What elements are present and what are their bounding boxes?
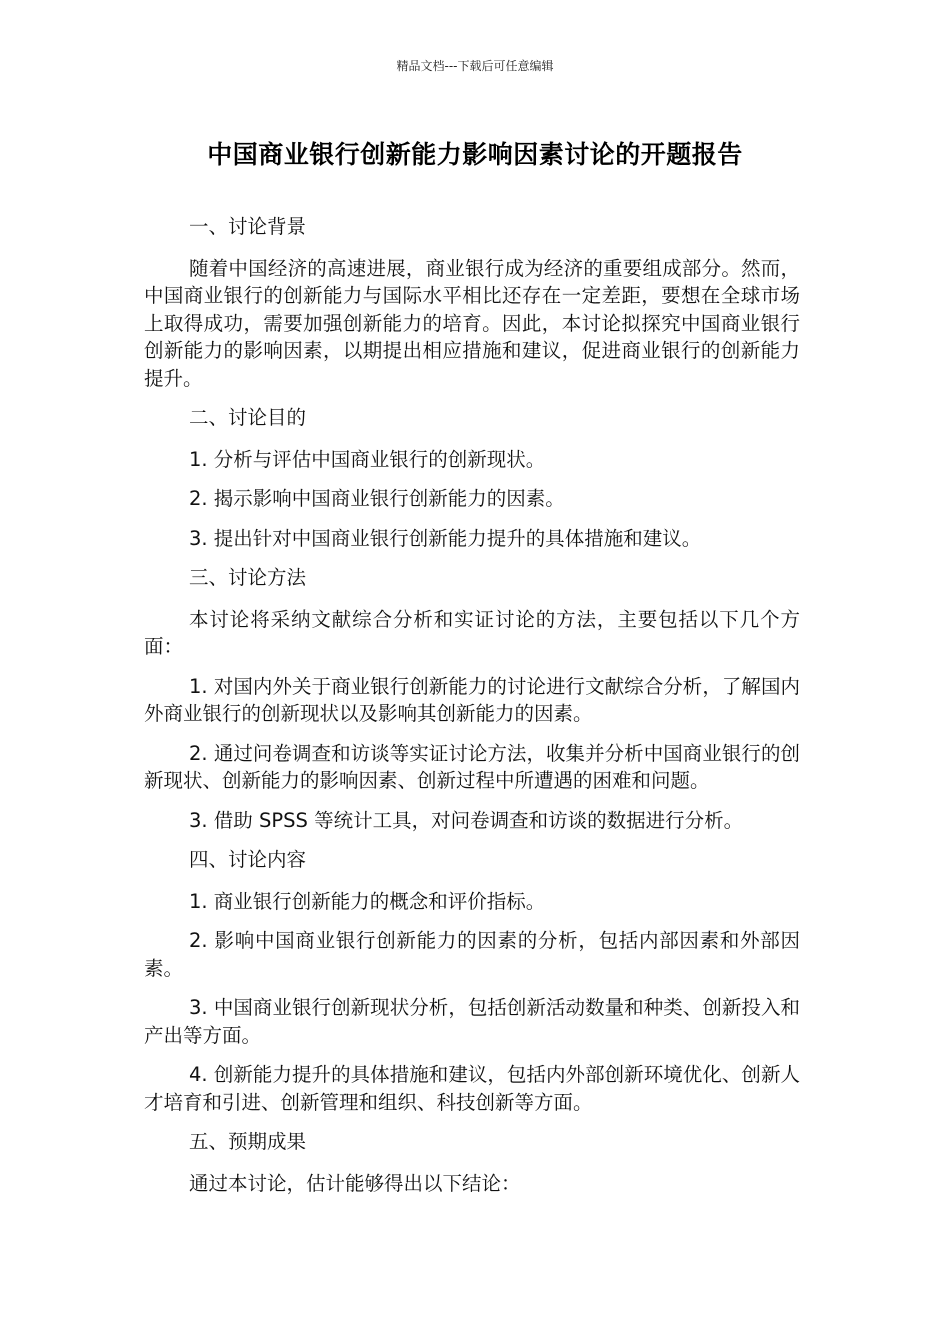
expected-results-intro: 通过本讨论，估计能够得出以下结论： — [189, 1171, 521, 1195]
purpose-item-3: 3. 提出针对中国商业银行创新能力提升的具体措施和建议。 — [189, 526, 702, 550]
section-heading-method: 三、讨论方法 — [189, 566, 307, 589]
document-body — [144, 213, 800, 1209]
content-item-1: 1. 商业银行创新能力的概念和评价指标。 — [189, 889, 546, 913]
document-title: 中国商业银行创新能力影响因素讨论的开题报告 — [207, 140, 743, 169]
section-heading-background: 一、讨论背景 — [189, 215, 307, 238]
content-item-4: 4. 创新能力提升的具体措施和建议，包括内外部创新环境优化、创新人才培育和引进、创新管理和组织、科技创新等方面。 — [144, 1063, 800, 1114]
section-heading-expected-results: 五、预期成果 — [189, 1130, 307, 1153]
method-item-1: 1. 对国内外关于商业银行创新能力的讨论进行文献综合分析，了解国内外商业银行的创新现状以及影响其创新能力的因素。 — [144, 674, 800, 725]
section-heading-content: 四、讨论内容 — [189, 848, 307, 871]
section-heading-purpose: 二、讨论目的 — [189, 406, 307, 429]
content-item-3: 3. 中国商业银行创新现状分析，包括创新活动数量和种类、创新投入和产出等方面。 — [144, 996, 800, 1047]
background-paragraph: 随着中国经济的高速进展，商业银行成为经济的重要组成部分。然而，中国商业银行的创新能力与国际水平相比还存在一定差距，要想在全球市场上取得成功，需要加强创新能力的培育。因此，本讨论拟探究中国商业银行创新能力的影响因素，以期提出相应措施和建议，促进商业银行的创新能力提升。 — [144, 256, 800, 390]
page-header-note: 精品文档---下载后可任意编辑 — [396, 59, 554, 73]
content-item-2: 2. 影响中国商业银行创新能力的因素的分析，包括内部因素和外部因素。 — [144, 929, 800, 980]
method-item-3: 3. 借助 SPSS 等统计工具，对问卷调查和访谈的数据进行分析。 — [189, 808, 744, 832]
method-intro-paragraph: 本讨论将采纳文献综合分析和实证讨论的方法，主要包括以下几个方面： — [144, 607, 800, 658]
purpose-item-2: 2. 揭示影响中国商业银行创新能力的因素。 — [189, 487, 565, 510]
method-item-2: 2. 通过问卷调查和访谈等实证讨论方法，收集并分析中国商业银行的创新现状、创新能力的影响因素、创新过程中所遭遇的困难和问题。 — [144, 741, 800, 792]
purpose-item-1: 1. 分析与评估中国商业银行的创新现状。 — [189, 447, 546, 471]
